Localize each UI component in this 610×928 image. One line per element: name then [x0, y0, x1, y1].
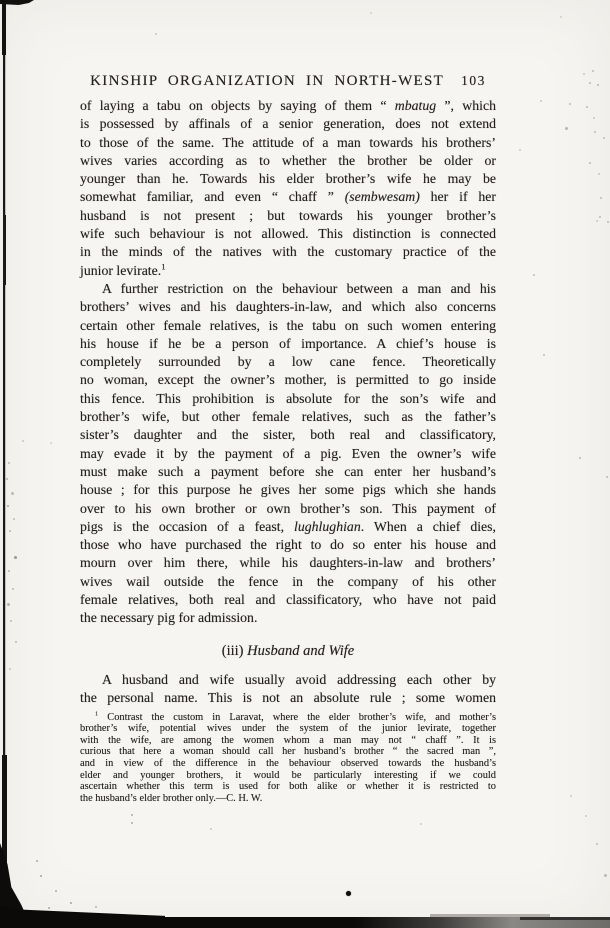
text-line [80, 758, 496, 770]
scan-speck [533, 274, 535, 276]
text-line [80, 207, 496, 225]
page-text [80, 97, 496, 804]
text-line [80, 262, 496, 280]
text-segment: junior levirate. [80, 262, 162, 278]
text-segment: no woman, except the owner’s mother, is permitted to go inside [80, 372, 496, 388]
text-column [80, 0, 496, 804]
text-line [80, 500, 496, 518]
scan-speck [599, 216, 601, 218]
scan-speck [40, 875, 42, 877]
text-segment: Contrast the custom in Laravat, where the elder brother’s wife, and mother’s [98, 711, 496, 723]
text-line [80, 781, 496, 793]
scan-speck [592, 70, 594, 72]
text-segment: wives varies according as to whether the brother be older or [80, 152, 496, 168]
text-segment: curious that here a woman should call her husband’s brother “ the sacred man ”, [80, 746, 496, 758]
text-line [80, 97, 496, 115]
scan-speck [594, 131, 596, 133]
text-segment: her if her [419, 189, 496, 205]
text-segment: wives wail outside the fence in the company of his other [80, 573, 496, 589]
paragraph-3 [80, 671, 496, 708]
text-line [80, 735, 496, 747]
text-segment: of laying a tabu on objects by saying of them “ [80, 98, 395, 113]
text-segment: is possessed by affinals of a senior generation, does not extend [80, 116, 496, 132]
text-segment: younger than he. Towards his elder brother’s wife he may be [80, 171, 496, 187]
paragraph-2 [80, 280, 496, 628]
text-line [80, 536, 496, 554]
text-segment: house ; for this purpose he gives her some pigs which she hands [80, 482, 496, 498]
scan-speck [570, 795, 572, 797]
scan-speck [9, 530, 11, 532]
scan-speck [593, 117, 595, 119]
scan-speck [597, 84, 599, 86]
scan-speck [210, 828, 212, 830]
scan-speck [131, 814, 133, 816]
text-segment: mourn over him there, while his daughters-in-law and brothers’ [80, 555, 496, 571]
text-segment: A further restriction on the behaviour between a man and his [102, 280, 496, 296]
text-line [80, 390, 496, 408]
page-number: 103 [461, 73, 486, 88]
scan-band-bottom [0, 917, 610, 928]
text-segment: (iii) [221, 642, 248, 659]
text-segment: ”, which [436, 98, 496, 113]
scan-speck [8, 570, 10, 572]
text-segment: his house if he be a person of importance. A chief’s house is [80, 335, 496, 351]
text-segment: husband is not present ; but towards his younger brother’s [80, 207, 496, 223]
text-segment: somewhat familiar, and even “ chaff ” [80, 189, 345, 205]
scan-speck [519, 149, 521, 151]
scan-speck [8, 462, 10, 464]
text-line [80, 170, 496, 188]
text-line [80, 152, 496, 170]
text-line [80, 280, 496, 298]
text-segment: this fence. This prohibition is absolute for the son’s wife and [80, 390, 496, 406]
text-segment: mbatug [394, 98, 437, 113]
scan-speck [13, 518, 15, 520]
running-header [80, 71, 496, 91]
running-header-title: KINSHIP ORGANIZATION IN NORTH-WEST [90, 73, 445, 89]
scan-speck [604, 874, 607, 877]
binding-edge-segment [2, 0, 6, 55]
text-segment: certain other female relatives, is the tabu on such women entering [80, 317, 496, 333]
text-line [80, 518, 496, 536]
text-line [80, 353, 496, 371]
scan-speck [70, 902, 72, 904]
scan-speck [22, 440, 24, 442]
text-segment: to those of the same. The attitude of a man towards his brothers’ [80, 134, 496, 150]
scan-speck [600, 197, 602, 199]
text-segment: may evade it by the payment of a pig. Even the owner’s wife [80, 445, 496, 461]
scan-speck [569, 103, 571, 105]
text-segment: must make such a payment before she can enter her husband’s [80, 463, 496, 479]
footnote-marker: 1 [95, 710, 99, 718]
scan-speck [48, 907, 50, 909]
scan-speck [12, 588, 14, 590]
text-segment: those who have purchased the right to do so enter his house and [80, 537, 496, 553]
text-segment: completely surrounded by a low cane fence. Theoretically [80, 354, 496, 370]
text-segment: sister’s daughter and the sister, both real and classificatory, [80, 427, 496, 443]
scan-speck [9, 668, 11, 670]
scan-speck [10, 620, 12, 622]
text-segment: ascertain whether this term is used for both alike or whether it is restricted to [80, 781, 496, 793]
scan-speck [50, 442, 52, 444]
footnote-1 [80, 712, 496, 805]
text-line [80, 408, 496, 426]
text-line [80, 554, 496, 572]
scan-speck [420, 823, 422, 825]
text-line [80, 463, 496, 481]
text-segment: lughlughian [294, 518, 361, 534]
footnote-marker: 1 [161, 261, 166, 272]
text-line [80, 770, 496, 782]
text-line [80, 793, 496, 805]
text-segment: wife such behaviour is not allowed. This distinction is connected [80, 226, 496, 242]
scan-speck [603, 137, 605, 139]
text-line [80, 723, 496, 735]
scan-speck [565, 127, 568, 130]
text-line [80, 609, 496, 627]
text-line [80, 134, 496, 152]
scan-speck [589, 162, 591, 164]
text-segment: brother’s wife, potential wives under the system of the junior levirate, together [80, 723, 496, 735]
text-segment: over to his own brother or own brother’s son. This payment of [80, 500, 496, 516]
scan-speck [583, 73, 585, 75]
scan-speck [15, 641, 17, 643]
scan-speck [543, 354, 545, 356]
scan-speck [131, 822, 133, 824]
scan-speck [585, 815, 587, 817]
scan-speck [598, 173, 600, 175]
text-segment: A husband and wife usually avoid addressing each other by [102, 672, 496, 688]
scan-speck [540, 100, 542, 102]
text-segment: Husband and Wife [247, 642, 355, 659]
text-segment: brother’s wife, but other female relatives, such as the father’s [80, 409, 496, 425]
section-heading [80, 641, 496, 661]
scan-speck [6, 478, 8, 480]
scan-smudge-top-left [0, 0, 34, 5]
scan-speck [579, 457, 581, 459]
text-line [80, 188, 496, 206]
text-line [80, 746, 496, 758]
text-line [80, 671, 496, 689]
text-line [80, 591, 496, 609]
scan-speck [606, 476, 608, 478]
text-line [80, 641, 496, 661]
text-line [80, 689, 496, 707]
scan-speck [596, 843, 598, 845]
text-line [80, 115, 496, 133]
scan-speck [55, 890, 57, 892]
scan-speck [11, 492, 14, 495]
text-line [80, 317, 496, 335]
text-line [80, 481, 496, 499]
text-segment: brothers’ wives and his daughters-in-law, and which also concerns [80, 299, 496, 315]
scan-speck [95, 906, 97, 908]
ink-dot [346, 891, 351, 896]
scan-speck [560, 16, 562, 18]
text-segment: and in view of the difference in the behaviour observed towards the husband’s [80, 757, 496, 769]
text-line [80, 445, 496, 463]
text-segment: (sembwesam) [344, 189, 420, 205]
text-line [80, 712, 496, 724]
scan-speck [589, 82, 591, 84]
text-segment: in the minds of the natives with the customary practice of the [80, 244, 496, 260]
scan-speck [7, 603, 10, 606]
scan-band-dark-strip [520, 917, 610, 920]
text-line [80, 335, 496, 353]
text-segment: female relatives, both real and classificatory, who have not paid [80, 592, 496, 608]
text-line [80, 426, 496, 444]
scan-speck [607, 221, 609, 223]
text-line [80, 573, 496, 591]
scan-speck [596, 220, 598, 222]
text-line [80, 371, 496, 389]
scan-speck [155, 33, 157, 35]
text-line [80, 243, 496, 261]
scan-speck [14, 556, 17, 559]
text-segment: with the wife, are among the women whom a man may not “ chaff ”. It is [80, 734, 496, 746]
text-segment: pigs is the occasion of a feast, [80, 518, 295, 534]
text-segment: the husband’s elder brother only.—C. H. W. [80, 792, 263, 804]
scan-speck [586, 106, 588, 108]
binding-edge-segment [3, 215, 6, 285]
text-line [80, 298, 496, 316]
text-segment: elder and younger brothers, it would be particularly interesting if we could [80, 769, 496, 781]
paragraph-1 [80, 97, 496, 280]
text-segment: . When a chief dies, [360, 518, 496, 534]
scan-speck [36, 860, 38, 862]
scan-speck [370, 12, 372, 14]
scan-speck [7, 505, 9, 507]
text-segment: the personal name. This is not an absolute rule ; some women [80, 690, 496, 706]
text-segment: the necessary pig for admission. [80, 610, 258, 626]
text-line [80, 225, 496, 243]
